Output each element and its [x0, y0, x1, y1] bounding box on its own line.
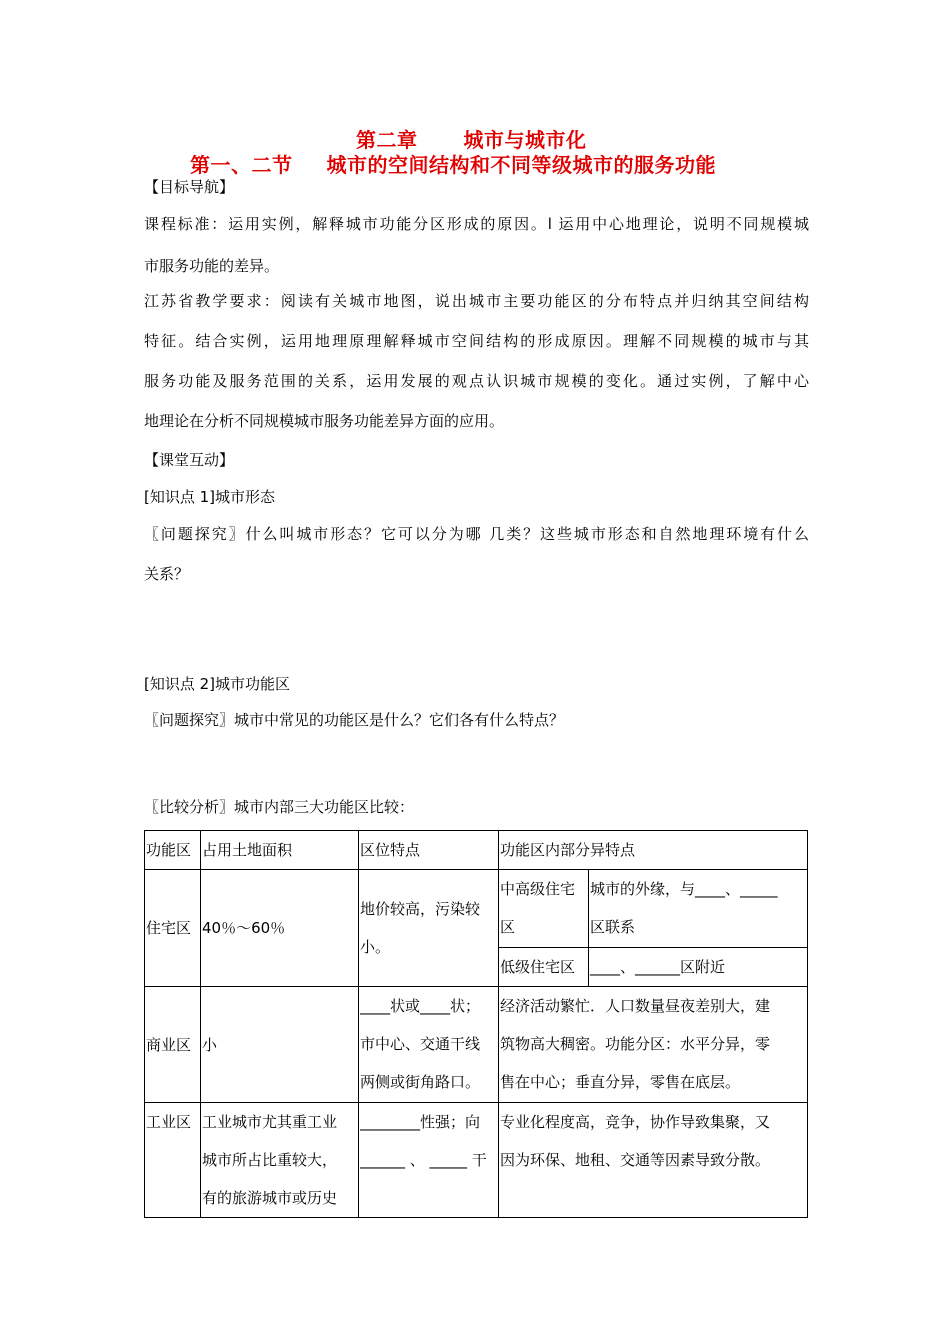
zone-location	[359, 870, 499, 987]
zone-features	[499, 1103, 808, 1218]
features-line: 筑物高大稠密。功能分区：水平分异，零	[500, 1035, 771, 1053]
location-line: ____状或____状；	[360, 997, 481, 1015]
subzone-description	[589, 870, 808, 948]
classroom-heading: 【课堂互动】	[144, 451, 235, 469]
subzone-label	[499, 870, 589, 948]
section-number: 第一、二节	[190, 153, 293, 177]
subzone-label: 低级住宅区	[499, 948, 589, 987]
jiangsu-line-4: 地理论在分析不同规模城市服务功能差异方面的应用。	[144, 412, 505, 430]
jiangsu-line-1: 江苏省教学要求：阅读有关城市地图，说出城市主要功能区的分布特点并归纳其空间结构	[144, 292, 809, 310]
header-cell: 功能区内部分异特点	[499, 831, 808, 870]
zone-name: 工业区	[145, 1103, 201, 1218]
standard-line-1: 课程标准：运用实例，解释城市功能分区形成的原因。l 运用中心地理论，说明不同规模城	[144, 215, 809, 233]
kp2-question: 〖问题探究〗城市中常见的功能区是什么？它们各有什么特点？	[144, 711, 565, 729]
features-line: 因为环保、地租、交通等因素导致分散。	[500, 1151, 771, 1169]
goals-heading: 【目标导航】	[144, 178, 235, 196]
chapter-number: 第二章	[356, 128, 418, 152]
area-line: 有的旅游城市或历史	[202, 1189, 338, 1207]
subzone-description: ____、______区附近	[589, 948, 808, 987]
kp1-title: [知识点 1]城市形态	[144, 488, 276, 506]
zone-features	[499, 987, 808, 1103]
zone-location	[359, 987, 499, 1103]
subzone-desc-line: 区联系	[590, 918, 636, 936]
function-zone-table	[144, 830, 808, 1218]
zone-name: 商业区	[145, 987, 201, 1103]
kp1-question-line-2: 关系？	[144, 565, 190, 583]
features-line: 专业化程度高，竞争，协作导致集聚，又	[500, 1113, 771, 1131]
section-title: 城市的空间结构和不同等级城市的服务功能	[326, 153, 716, 177]
chapter-title: 城市与城市化	[463, 128, 587, 152]
area-line: 工业城市尤其重工业	[202, 1113, 338, 1131]
subzone-label-line: 区	[500, 918, 516, 936]
zone-area: 小	[201, 987, 359, 1103]
subzone-label-line: 中高级住宅	[500, 880, 576, 898]
section-heading	[190, 149, 716, 178]
location-line: ________性强；向	[360, 1113, 481, 1131]
kp1-question-line-1: 〖问题探究〗什么叫城市形态？它可以分为哪 几类？这些城市形态和自然地理环境有什么	[144, 525, 809, 543]
table-header-row	[145, 831, 808, 870]
kp2-title: [知识点 2]城市功能区	[144, 675, 291, 693]
header-cell: 区位特点	[359, 831, 499, 870]
compare-title: 〖比较分析〗城市内部三大功能区比较：	[144, 798, 415, 816]
zone-area	[201, 1103, 359, 1218]
header-cell: 占用土地面积	[201, 831, 359, 870]
location-line: ______ 、 _____ 干	[360, 1151, 487, 1169]
area-line: 城市所占比重较大，	[202, 1151, 338, 1169]
table-row-industrial	[145, 1103, 808, 1218]
location-line: 小。	[360, 938, 391, 956]
location-line: 市中心、交通干线	[360, 1035, 481, 1053]
zone-location	[359, 1103, 499, 1218]
features-line: 售在中心；垂直分异，零售在底层。	[500, 1073, 741, 1091]
location-line: 地价较高，污染较	[360, 900, 481, 918]
standard-line-2: 市服务功能的差异。	[144, 257, 280, 275]
jiangsu-line-3: 服务功能及服务范围的关系，运用发展的观点认识城市规模的变化。通过实例，了解中心	[144, 372, 809, 390]
subzone-desc-line: 城市的外缘，与____、_____	[590, 880, 778, 898]
zone-name: 住宅区	[145, 870, 201, 987]
table-row-residential	[145, 870, 808, 948]
zone-area: 40％～60％	[201, 870, 359, 987]
header-cell: 功能区	[145, 831, 201, 870]
features-line: 经济活动繁忙．人口数量昼夜差别大，建	[500, 997, 771, 1015]
location-line: 两侧或街角路口。	[360, 1073, 481, 1091]
jiangsu-line-2: 特征。结合实例，运用地理原理解释城市空间结构的形成原因。理解不同规模的城市与其	[144, 332, 809, 350]
table-row-commercial	[145, 987, 808, 1103]
